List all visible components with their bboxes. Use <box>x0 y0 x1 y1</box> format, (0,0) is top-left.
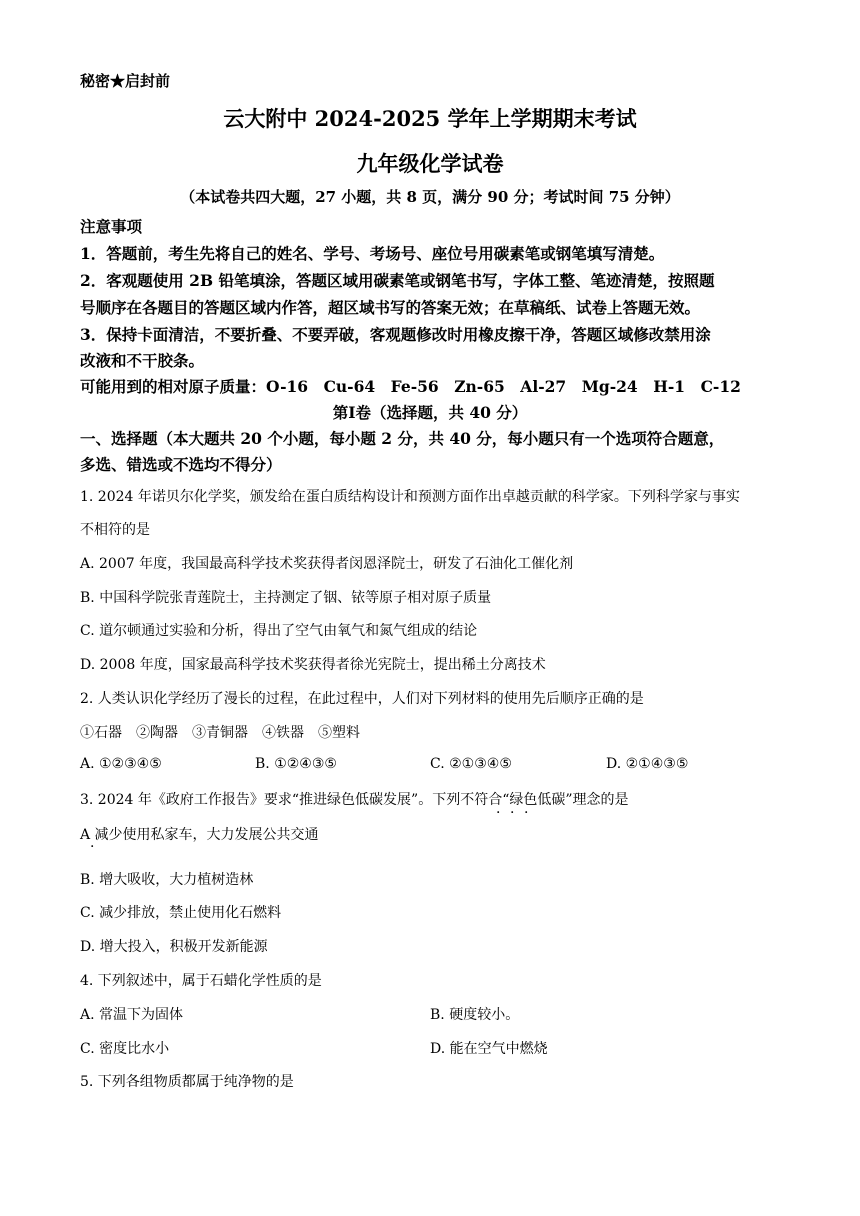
emphasis-dot: · <box>496 805 501 821</box>
notes-heading: 注意事项 <box>80 217 143 236</box>
exam-title: 云大附中 2024-2025 学年上学期期末考试 <box>223 106 637 131</box>
option-dot: · <box>90 839 95 855</box>
q3-option-a: A 减少使用私家车，大力发展公共交通 <box>80 827 319 843</box>
q3-option-c: C. 减少排放，禁止使用化石燃料 <box>80 905 282 921</box>
section-heading-line1: 一、选择题（本大题共 20 个小题，每小题 2 分，共 40 分，每小题只有一个选项符合题意， <box>80 429 725 448</box>
exam-subject-title: 九年级化学试卷 <box>356 151 504 176</box>
q1-option-d: D. 2008 年度，国家最高科学技术奖获得者徐光宪院士，提出稀土分离技术 <box>80 657 546 673</box>
part1-heading: 第Ⅰ卷（选择题，共 40 分） <box>332 403 528 422</box>
note-item-1: 1．答题前，考生先将自己的姓名、学号、考场号、座位号用碳素笔或钢笔填写清楚。 <box>80 244 665 263</box>
q4-stem: 4. 下列叙述中，属于石蜡化学性质的是 <box>80 973 322 989</box>
exam-info: （本试卷共四大题，27 小题，共 8 页，满分 90 分；考试时间 75 分钟） <box>180 188 680 206</box>
note-item-3-line1: 3．保持卡面清洁，不要折叠、不要弄破，客观题修改时用橡皮擦干净，答题区域修改禁用涂 <box>80 325 711 344</box>
note-item-2-line2: 号顺序在各题目的答题区域内作答，超区域书写的答案无效；在草稿纸、试卷上答题无效。 <box>80 298 701 317</box>
q2-option-b: B. ①②④③⑤ <box>255 756 337 772</box>
q1-stem-line1: 1. 2024 年诺贝尔化学奖，颁发给在蛋白质结构设计和预测方面作出卓越贡献的科学家。下列科学家与事实 <box>80 489 740 505</box>
note-item-3-line2: 改液和不干胶条。 <box>80 351 205 370</box>
q2-option-a: A. ①②③④⑤ <box>80 756 162 772</box>
q2-option-d: D. ②①④③⑤ <box>606 756 689 772</box>
q2-stem: 2. 人类认识化学经历了漫长的过程，在此过程中，人们对下列材料的使用先后顺序正确的是 <box>80 691 644 707</box>
q3-stem: 3. 2024 年《政府工作报告》要求“推进绿色低碳发展”。下列不符合“绿色低碳”理念的是 <box>80 792 629 808</box>
q2-option-c: C. ②①③④⑤ <box>430 756 512 772</box>
secret-label: 秘密★启封前 <box>80 72 171 90</box>
atomic-mass-list: 可能用到的相对原子质量：O-16 Cu-64 Fe-56 Zn-65 Al-27 Mg-24 H-1 C-12 <box>80 377 741 396</box>
q3-option-d: D. 增大投入，积极开发新能源 <box>80 939 268 955</box>
q1-option-b: B. 中国科学院张青莲院士，主持测定了铟、铱等原子相对原子质量 <box>80 590 492 606</box>
note-item-2-line1: 2．客观题使用 2B 铅笔填涂，答题区域用碳素笔或钢笔书写，字体工整、笔迹清楚，按照题 <box>80 271 715 290</box>
q1-stem-line2: 不相符的是 <box>80 522 150 538</box>
q4-option-c: C. 密度比水小 <box>80 1041 170 1057</box>
q4-option-b: B. 硬度较小。 <box>430 1007 520 1023</box>
q2-materials: ①石器 ②陶器 ③青铜器 ④铁器 ⑤塑料 <box>80 725 360 741</box>
q3-option-b: B. 增大吸收，大力植树造林 <box>80 872 254 888</box>
emphasis-dot: · <box>524 805 529 821</box>
section-heading-line2: 多选、错选或不选均不得分） <box>80 455 282 474</box>
q4-option-d: D. 能在空气中燃烧 <box>430 1041 548 1057</box>
q4-option-a: A. 常温下为固体 <box>80 1007 184 1023</box>
q1-option-a: A. 2007 年度，我国最高科学技术奖获得者闵恩泽院士，研发了石油化工催化剂 <box>80 556 574 572</box>
q5-stem: 5. 下列各组物质都属于纯净物的是 <box>80 1074 294 1090</box>
emphasis-dot: · <box>510 805 515 821</box>
q1-option-c: C. 道尔顿通过实验和分析，得出了空气由氧气和氮气组成的结论 <box>80 623 478 639</box>
